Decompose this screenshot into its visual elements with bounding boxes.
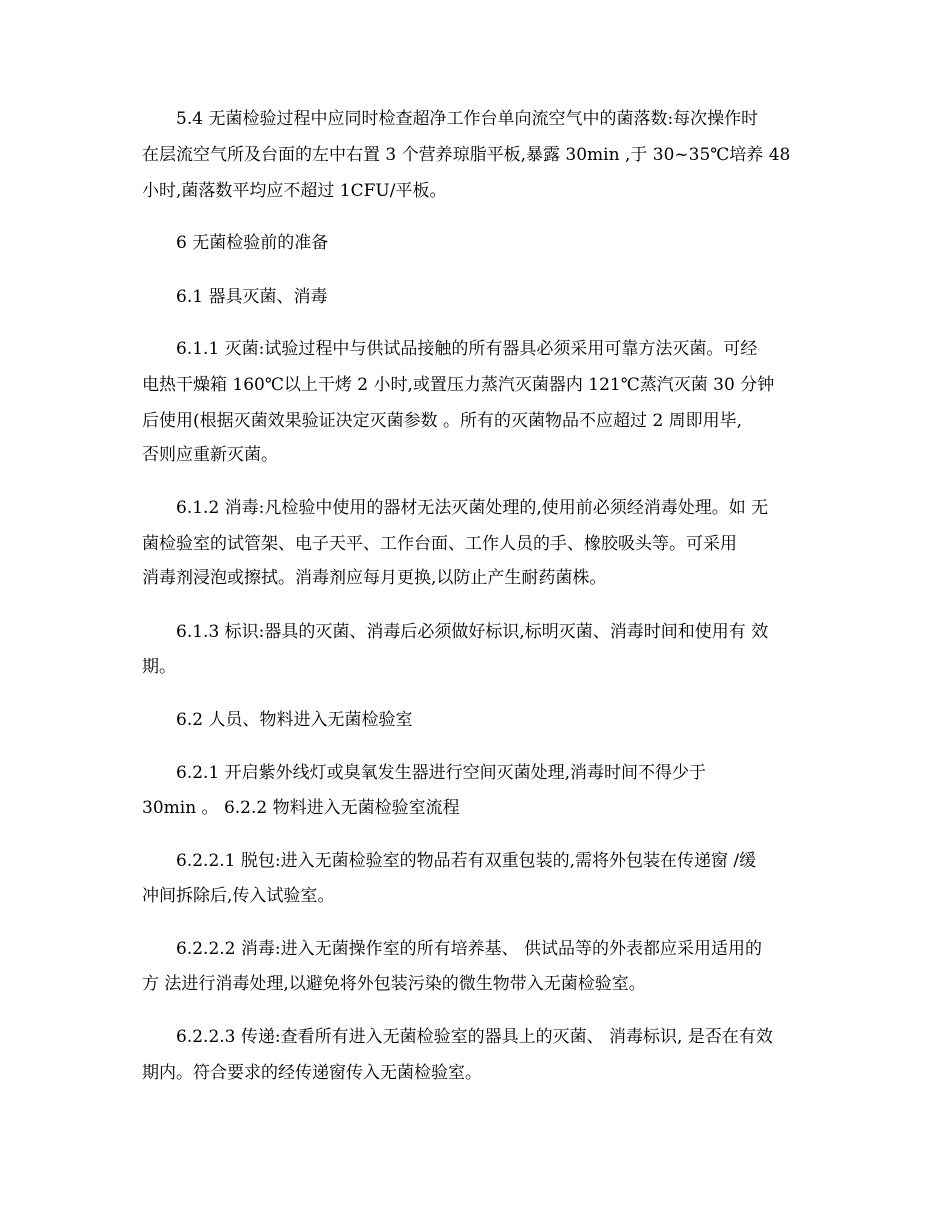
paragraph-6-1-2-line-2: 菌检验室的试管架、电子天平、工作台面、工作人员的手、橡胶吸头等。可采用 [142,534,737,554]
paragraph-6-2-2-3-line-2: 期内。符合要求的经传递窗传入无菌检验室。 [142,1063,482,1083]
paragraph-6-2-2-2-line-1: 6.2.2.2 消毒:进入无菌操作室的所有培养基、 供试品等的外表都应采用适用的 [176,939,763,959]
section-heading-6: 6 无菌检验前的准备 [176,233,329,253]
paragraph-6-2-2-3-line-1: 6.2.2.3 传递:查看所有进入无菌检验室的器具上的灭菌、 消毒标识, 是否在有效 [176,1027,773,1047]
paragraph-6-2-2-2-line-2: 方 法进行消毒处理,以避免将外包装污染的微生物带入无菌检验室。 [142,974,646,994]
section-heading-6-1: 6.1 器具灭菌、消毒 [176,287,328,307]
section-heading-6-2: 6.2 人员、物料进入无菌检验室 [176,710,413,730]
paragraph-6-1-3-line-2: 期。 [142,657,176,677]
paragraph-5-4-line-2: 在层流空气所及台面的左中右置 3 个营养琼脂平板,暴露 30min ,于 30~35℃培养 48 [142,145,791,165]
paragraph-6-1-3-line-1: 6.1.3 标识:器具的灭菌、消毒后必须做好标识,标明灭菌、消毒时间和使用有 效 [176,622,769,642]
paragraph-6-2-1-line-1: 6.2.1 开启紫外线灯或臭氧发生器进行空间灭菌处理,消毒时间不得少于 [176,763,707,783]
paragraph-6-1-1-line-1: 6.1.1 灭菌:试验过程中与供试品接触的所有器具必须采用可靠方法灭菌。可经 [176,339,758,359]
paragraph-6-2-2-1-line-1: 6.2.2.1 脱包:进入无菌检验室的物品若有双重包装的,需将外包装在传递窗 /缓 [176,851,757,871]
paragraph-6-1-2-line-3: 消毒剂浸泡或擦拭。消毒剂应每月更换,以防止产生耐药菌株。 [142,568,607,588]
paragraph-6-1-1-line-3: 后使用(根据灭菌效果验证决定灭菌参数 。所有的灭菌物品不应超过 2 周即用毕, [142,411,743,431]
paragraph-6-2-2-1-line-2: 冲间拆除后,传入试验室。 [142,886,335,906]
paragraph-6-2-1-line-2: 30min 。 6.2.2 物料进入无菌检验室流程 [142,798,460,818]
paragraph-5-4-line-1: 5.4 无菌检验过程中应同时检查超净工作台单向流空气中的菌落数:每次操作时 [176,109,759,129]
paragraph-6-1-2-line-1: 6.1.2 消毒:凡检验中使用的器材无法灭菌处理的,使用前必须经消毒处理。如 无 [176,498,769,518]
paragraph-6-1-1-line-4: 否则应重新灭菌。 [142,445,278,465]
paragraph-5-4-line-3: 小时,菌落数平均应不超过 1CFU/平板。 [142,181,447,201]
paragraph-6-1-1-line-2: 电热干燥箱 160℃以上干烤 2 小时,或置压力蒸汽灭菌器内 121℃蒸汽灭菌 30 分钟 [142,375,775,395]
